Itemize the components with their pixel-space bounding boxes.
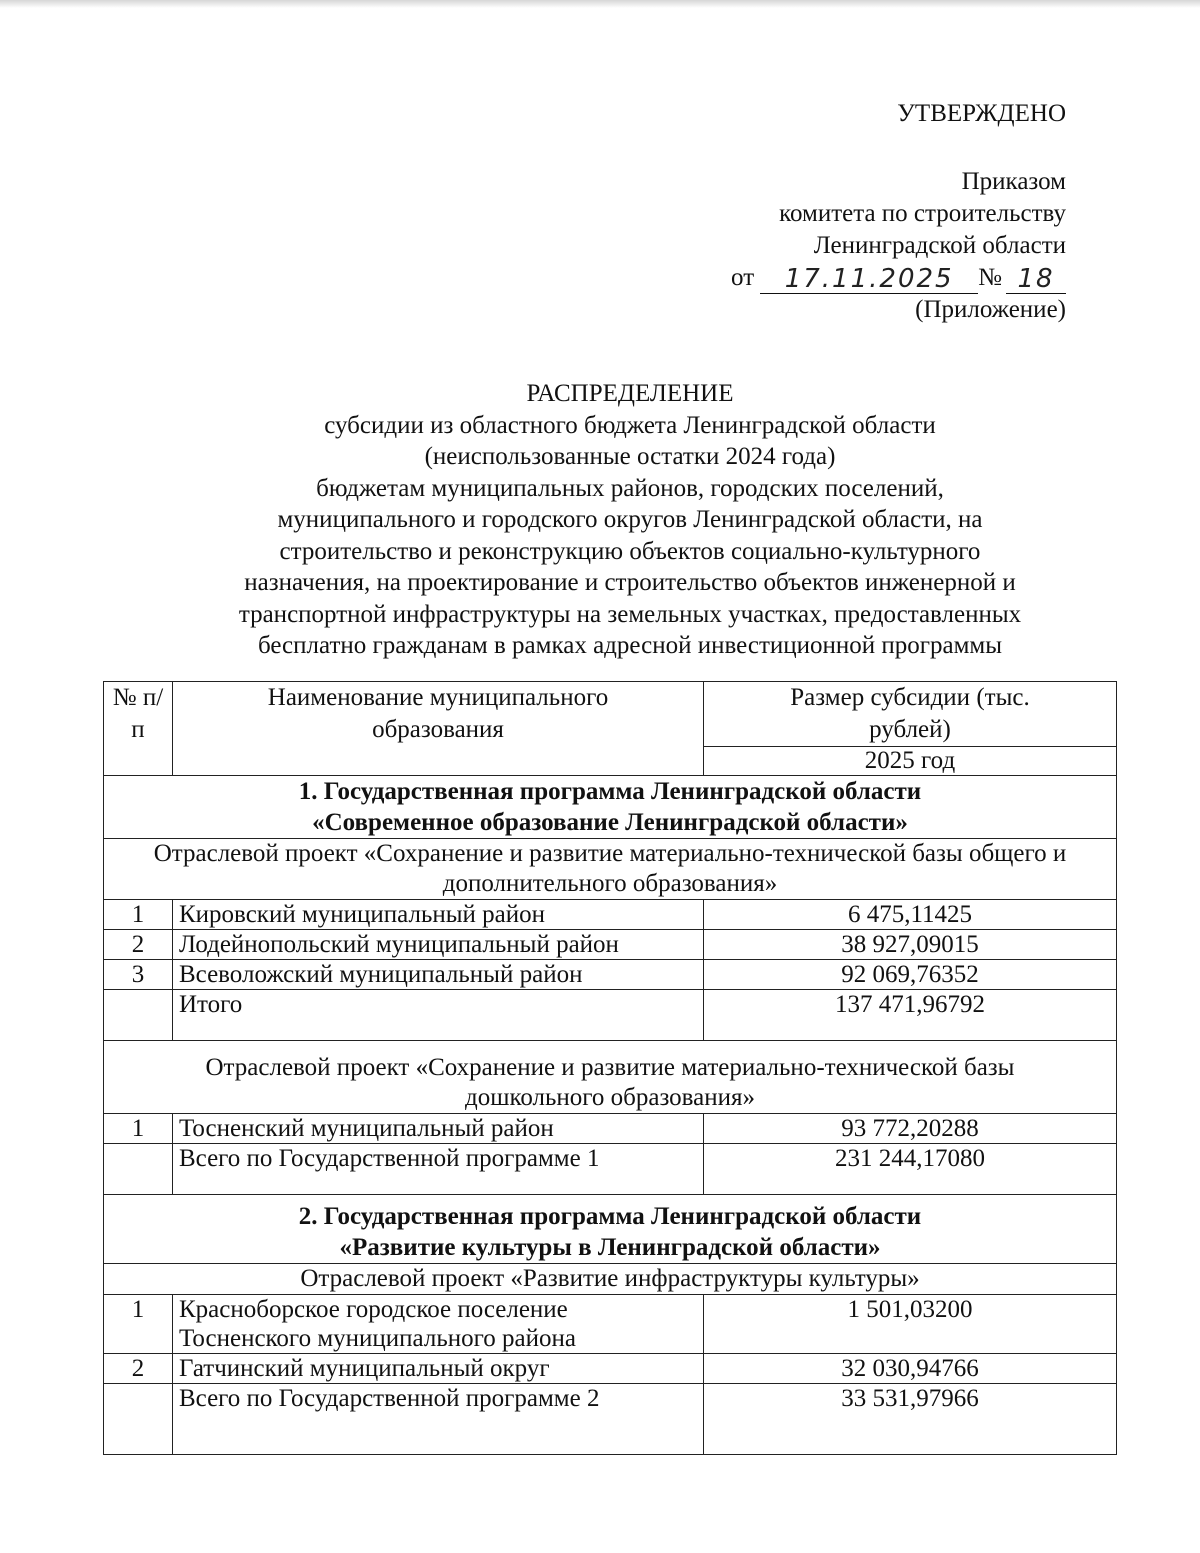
row-name: Лодейнопольский муниципальный район bbox=[173, 930, 704, 960]
subtotal-value: 137 471,96792 bbox=[704, 990, 1117, 1041]
program-1-title: 1. Государственная программа Ленинградской области bbox=[298, 778, 922, 805]
row-num: 1 bbox=[104, 900, 173, 930]
approval-title: УТВЕРЖДЕНО bbox=[897, 100, 1066, 127]
col-header-amount: Размер субсидии (тыс. рублей) bbox=[704, 682, 1117, 747]
row-name: Красноборское городское поселение Тосненского муниципального района bbox=[173, 1295, 704, 1354]
approval-appendix: (Приложение) bbox=[915, 296, 1066, 323]
handwritten-number: 18 bbox=[1006, 265, 1066, 294]
row-num: 3 bbox=[104, 960, 173, 990]
program-2-title-row bbox=[104, 1195, 1117, 1264]
heading-line: транспортной инфраструктуры на земельных участках, предоставленных bbox=[238, 600, 1022, 628]
subtotal-label: Итого bbox=[173, 990, 704, 1041]
row-name: Кировский муниципальный район bbox=[173, 900, 704, 930]
heading-line: (неиспользованные остатки 2024 года) bbox=[424, 443, 836, 470]
project-2-1: Отраслевой проект «Развитие инфраструктуры культуры» bbox=[104, 1264, 1117, 1295]
date-prefix: от bbox=[731, 264, 755, 291]
total-value: 231 244,17080 bbox=[704, 1144, 1117, 1195]
row-name: Всеволожский муниципальный район bbox=[173, 960, 704, 990]
number-sign: № bbox=[978, 264, 1002, 291]
heading-line: строительство и реконструкцию объектов социально-культурного bbox=[279, 537, 981, 565]
heading-line: бюджетам муниципальных районов, городских поселений, bbox=[316, 474, 944, 502]
col-header-name: Наименование муниципального образования bbox=[173, 682, 704, 776]
table-header-row bbox=[104, 682, 1117, 747]
row-value: 1 501,03200 bbox=[704, 1295, 1117, 1354]
col-header-year: 2025 год bbox=[704, 747, 1117, 776]
row-num: 1 bbox=[104, 1114, 173, 1144]
total-row bbox=[104, 1384, 1117, 1455]
approval-line-1: Приказом bbox=[961, 168, 1066, 195]
approval-line-2: комитета по строительству bbox=[779, 200, 1066, 227]
total-value: 33 531,97966 bbox=[704, 1384, 1117, 1455]
program-1-title-row bbox=[104, 776, 1117, 839]
heading-line: назначения, на проектирование и строительство объектов инженерной и bbox=[244, 569, 1016, 596]
heading-title: РАСПРЕДЕЛЕНИЕ bbox=[526, 380, 734, 407]
row-name: Гатчинский муниципальный округ bbox=[173, 1354, 704, 1384]
project-1-1: Отраслевой проект «Сохранение и развитие материально-технической базы общего и дополнительного образования» bbox=[104, 839, 1117, 900]
row-num: 2 bbox=[104, 1354, 173, 1384]
table-row bbox=[104, 1114, 1117, 1144]
row-value: 38 927,09015 bbox=[704, 930, 1117, 960]
row-name: Тосненский муниципальный район bbox=[173, 1114, 704, 1144]
project-row bbox=[104, 1041, 1117, 1114]
heading-line: бесплатно гражданам в рамках адресной инвестиционной программы bbox=[257, 632, 1003, 659]
approval-date-line bbox=[731, 262, 1066, 294]
scan-edge bbox=[0, 0, 1200, 8]
row-value: 6 475,11425 bbox=[704, 900, 1117, 930]
col-header-num: № п/п bbox=[104, 682, 173, 776]
program-1-subtitle: «Современное образование Ленинградской области» bbox=[312, 809, 908, 836]
row-num: 1 bbox=[104, 1295, 173, 1354]
project-1-2: Отраслевой проект «Сохранение и развитие материально-технической базы дошкольного образования» bbox=[104, 1041, 1117, 1114]
heading-line: муниципального и городского округов Ленинградской области, на bbox=[277, 506, 983, 533]
row-value: 32 030,94766 bbox=[704, 1354, 1117, 1384]
program-2-title: 2. Государственная программа Ленинградской области bbox=[298, 1203, 922, 1230]
row-value: 93 772,20288 bbox=[704, 1114, 1117, 1144]
table-row bbox=[104, 1354, 1117, 1384]
subtotal-row bbox=[104, 990, 1117, 1041]
program-2-subtitle: «Развитие культуры в Ленинградской области» bbox=[339, 1234, 881, 1261]
total-label: Всего по Государственной программе 2 bbox=[173, 1384, 704, 1455]
total-row bbox=[104, 1144, 1117, 1195]
subsidy-table bbox=[103, 681, 1117, 1455]
row-value: 92 069,76352 bbox=[704, 960, 1117, 990]
project-row bbox=[104, 839, 1117, 900]
heading-line: субсидии из областного бюджета Ленинградской области bbox=[324, 411, 936, 439]
approval-line-3: Ленинградской области bbox=[813, 232, 1066, 259]
table-row bbox=[104, 1295, 1117, 1354]
document-heading bbox=[160, 378, 1100, 662]
total-label: Всего по Государственной программе 1 bbox=[173, 1144, 704, 1195]
row-num: 2 bbox=[104, 930, 173, 960]
table-row bbox=[104, 930, 1117, 960]
table-row bbox=[104, 900, 1117, 930]
handwritten-date: 17.11.2025 bbox=[760, 265, 978, 294]
approval-block bbox=[731, 98, 1066, 326]
project-row bbox=[104, 1264, 1117, 1295]
table-row bbox=[104, 960, 1117, 990]
